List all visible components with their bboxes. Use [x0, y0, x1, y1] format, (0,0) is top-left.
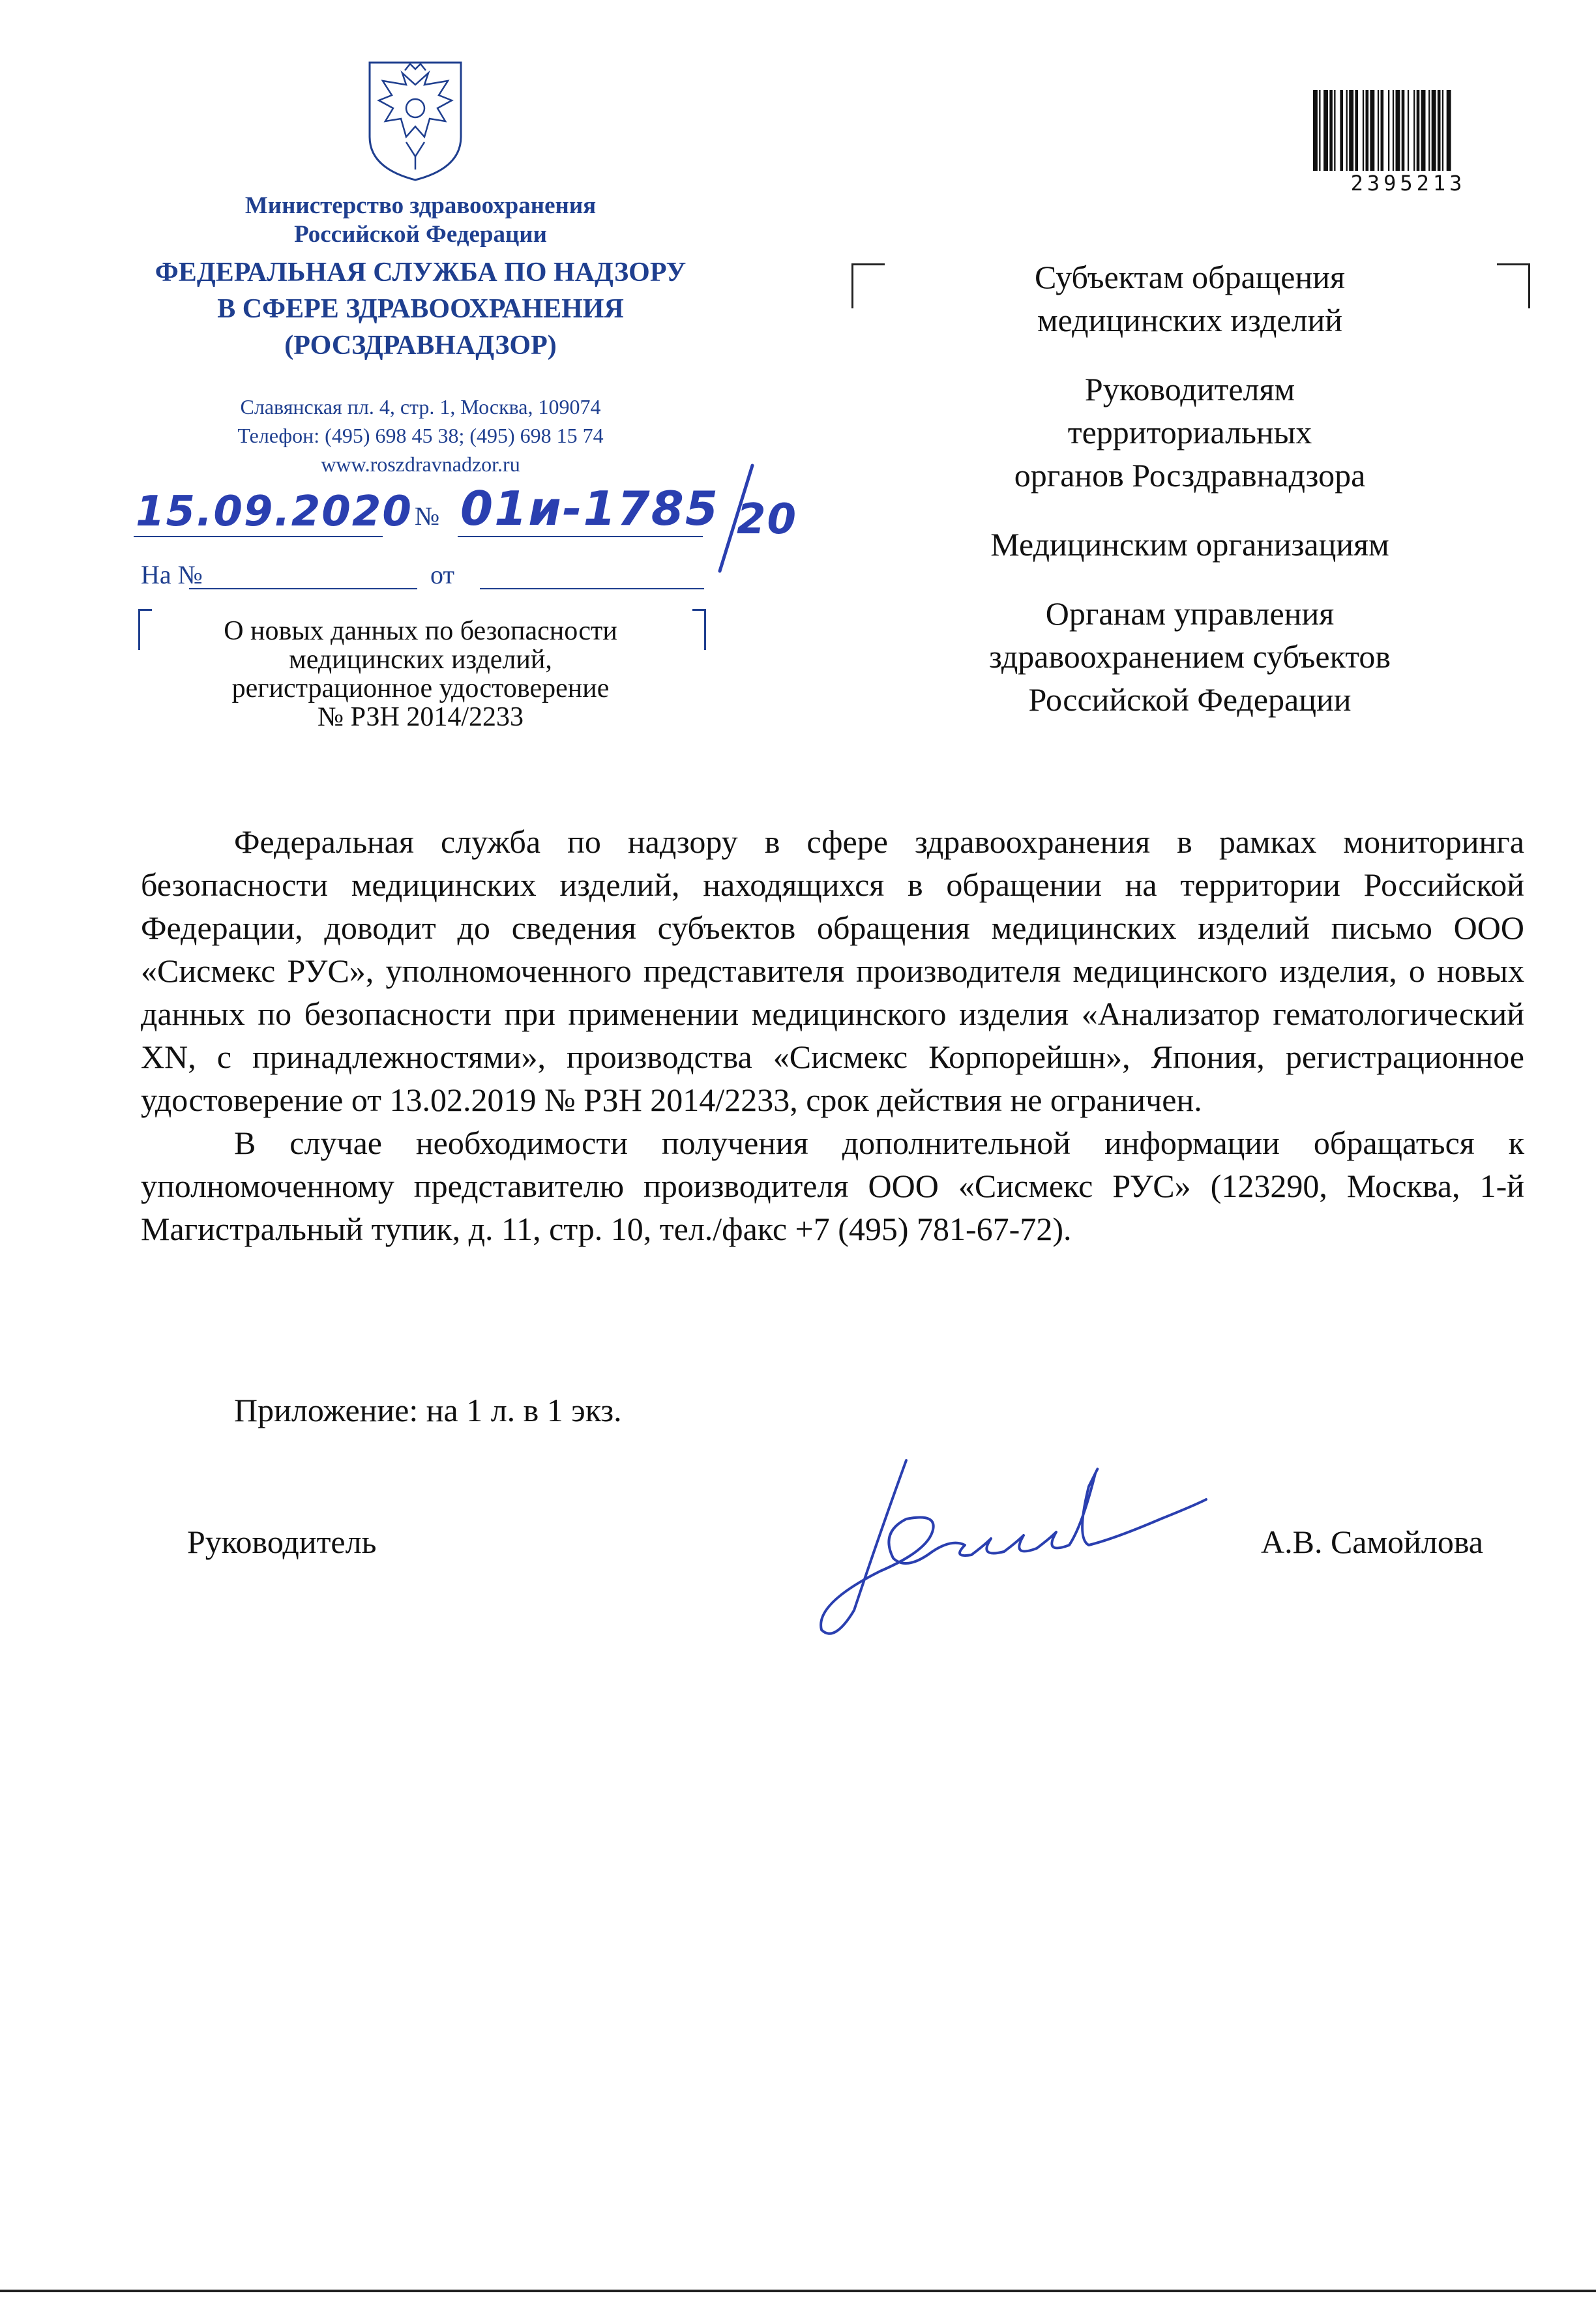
- barcode-bar: [1340, 90, 1343, 171]
- barcode-bar: [1349, 90, 1353, 171]
- barcode-bar: [1417, 90, 1420, 171]
- reply-from-blank: [480, 588, 704, 589]
- date-underline: [134, 536, 383, 537]
- signatory-role: Руководитель: [187, 1524, 377, 1560]
- reply-to-label: На №: [141, 560, 203, 589]
- barcode-bar: [1438, 90, 1441, 171]
- barcode-bar: [1442, 90, 1443, 171]
- barcode-bar: [1388, 90, 1389, 171]
- outgoing-date: 15.09.2020: [136, 488, 413, 536]
- addressee: Органам управления здравоохранением субъектов Российской Федерации: [988, 595, 1391, 718]
- letter-subject: О новых данных по безопасности медицинских изделий, регистрационное удостоверение № РЗН 2014/2233: [224, 616, 617, 732]
- attachment-note: Приложение: на 1 л. в 1 экз.: [234, 1392, 622, 1428]
- barcode-bar: [1370, 90, 1374, 171]
- barcode-bar: [1396, 90, 1400, 171]
- outgoing-number: 01и-1785: [460, 481, 719, 536]
- barcode-bar: [1366, 90, 1369, 171]
- addressee: Субъектам обращения медицинских изделий: [1035, 259, 1345, 338]
- barcode-bar: [1393, 90, 1394, 171]
- agency-contacts: [143, 392, 698, 479]
- agency-website: www.roszdravnadzor.ru: [321, 452, 520, 476]
- page-bottom-edge: [0, 2290, 1596, 2292]
- barcode-bar: [1313, 90, 1318, 171]
- addressee: Руководителям территориальных органов Росздравнадзора: [1014, 371, 1366, 494]
- letter-body: [141, 820, 1524, 1250]
- addressee-bracket-left: [851, 263, 885, 308]
- addressee: Медицинским организациям: [990, 526, 1389, 563]
- handwritten-signature: [808, 1447, 1213, 1643]
- reply-to-blank: [189, 588, 417, 589]
- barcode-bar: [1432, 90, 1436, 171]
- barcode-bar: [1421, 90, 1426, 171]
- barcode-bar: [1334, 90, 1335, 171]
- ministry-name: Министерство здравоохранения Российской Федерации: [244, 192, 597, 248]
- barcode-bar: [1323, 90, 1328, 171]
- barcode-bar: [1402, 90, 1405, 171]
- body-paragraph: Федеральная служба по надзору в сфере здравоохранения в рамках мониторинга безопасности медицинских изделий, находящихся в обращении на территории Российской Федерации, доводит до сведения субъектов обращения медицинских изделий письмо ООО «Сисмекс РУС», уполномоченного представителя производителя медицинского изделия, о новых данных по безопасности при применении медицинского изделия «Анализатор гематологический XN, с принадлежностями», производства «Сисмекс Корпорейшн», Япония, регистрационное удостоверение от 13.02.2019 № РЗН 2014/2233, срок действия не ограничен.: [141, 823, 1524, 1118]
- barcode: [1310, 90, 1506, 171]
- barcode-bar: [1319, 90, 1320, 171]
- barcode-bar: [1381, 90, 1384, 171]
- barcode-number: 2395213: [1350, 171, 1466, 196]
- barcode-bar: [1413, 90, 1415, 171]
- addressee-bracket-right: [1497, 263, 1530, 308]
- barcode-bar: [1378, 90, 1379, 171]
- barcode-bar: [1363, 90, 1364, 171]
- barcode-bar: [1447, 90, 1451, 171]
- barcode-bar: [1355, 90, 1358, 171]
- barcode-bar: [1329, 90, 1333, 171]
- coat-of-arms-emblem: [363, 59, 467, 183]
- agency-phone: Телефон: (495) 698 45 38; (495) 698 15 74: [237, 424, 604, 447]
- barcode-bar: [1428, 90, 1430, 171]
- number-label: №: [415, 501, 440, 531]
- number-underline: [458, 536, 703, 537]
- agency-name: ФЕДЕРАЛЬНАЯ СЛУЖБА ПО НАДЗОРУ В СФЕРЕ ЗДРАВООХРАНЕНИЯ (РОСЗДРАВНАДЗОР): [155, 258, 687, 361]
- barcode-bar: [1408, 90, 1409, 171]
- body-paragraph: В случае необходимости получения дополнительной информации обращаться к уполномоченному представителю производителя ООО «Сисмекс РУС» (123290, Москва, 1-й Магистральный тупик, д. 11, стр. 10, тел./факс +7 (495) 781-67-72).: [141, 1125, 1524, 1247]
- signatory-name: А.В. Самойлова: [1261, 1524, 1483, 1560]
- barcode-bar: [1346, 90, 1348, 171]
- agency-address: Славянская пл. 4, стр. 1, Москва, 109074: [240, 395, 601, 419]
- reply-from-label: от: [430, 560, 454, 589]
- outgoing-number-suffix: 20: [737, 495, 798, 544]
- addressees: [887, 256, 1493, 747]
